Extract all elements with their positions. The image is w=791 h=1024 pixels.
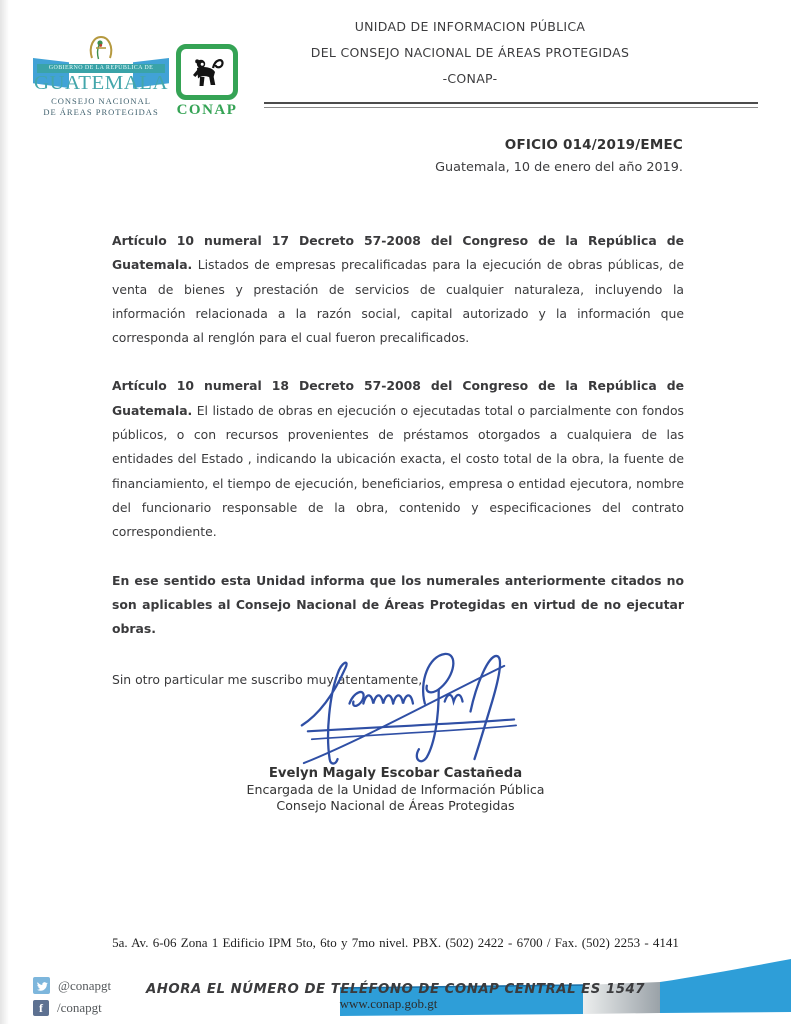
- signer-title: Encargada de la Unidad de Información Pública: [246, 782, 545, 797]
- paragraph-article-18-lead: Artículo 10 numeral 18 Decreto 57-2008 del Congreso de la República de Guatemala.: [112, 378, 684, 418]
- guatemala-subtitle-line2: DE ÁREAS PROTEGIDAS: [43, 107, 159, 117]
- signer-block: [0, 766, 791, 814]
- twitter-handle: @conapgt: [58, 977, 112, 993]
- handwritten-signature: [292, 648, 524, 772]
- facebook-handle: /conapgt: [57, 1000, 102, 1015]
- conap-monkey-icon: [187, 55, 227, 89]
- letterhead-line2: DEL CONSEJO NACIONAL DE ÁREAS PROTEGIDAS: [310, 45, 630, 60]
- conap-logo: [172, 44, 242, 124]
- paragraph-article-18-text: El listado de obras en ejecución o ejecutadas total o parcialmente con fondos públicos, o con recursos provenientes de préstamos otorgados a cualquiera de las entidades del Estado , indicando la ubicación exacta, el costo total de la obra, la fuente de financiamiento, el tiempo de ejecución, beneficiarios, empresa o entidad ejecutora, nombre del funcionario responsable de la obra, contenido y especificaciones del contrato correspondiente.: [112, 402, 684, 540]
- letter-date: Guatemala, 10 de enero del año 2019.: [435, 160, 683, 175]
- conap-wordmark: CONAP: [176, 102, 238, 118]
- guatemala-subtitle: [34, 96, 168, 118]
- paragraph-article-17-lead: Artículo 10 numeral 17 Decreto 57-2008 del Congreso de la República de Guatemala.: [112, 233, 684, 273]
- letterhead-line1: UNIDAD DE INFORMACION PÚBLICA: [354, 19, 586, 34]
- oficio-number: OFICIO 014/2019/EMEC: [504, 137, 683, 153]
- paragraph-article-18: [112, 374, 684, 544]
- phone-banner-text: AHORA EL NÚMERO DE TELÉFONO DE CONAP CENTRAL ES 1547: [146, 982, 645, 997]
- signer-name: Evelyn Magaly Escobar Castañeda: [268, 766, 523, 781]
- guatemala-logo: [34, 36, 168, 122]
- guatemala-wordmark: GUATEMALA: [33, 72, 169, 94]
- paragraph-article-17: [112, 229, 684, 350]
- emphasis-paragraph: En ese sentido esta Unidad informa que los numerales anteriormente citados no son aplicables al Consejo Nacional de Áreas Protegidas en virtud de no ejecutar obras.: [112, 572, 684, 637]
- scan-edge-shadow: [0, 0, 9, 1024]
- letterhead: [240, 20, 700, 98]
- letter-body: [112, 229, 684, 693]
- signer-organization: Consejo Nacional de Áreas Protegidas: [276, 798, 515, 813]
- quetzal-emblem-icon: [84, 34, 118, 64]
- government-banner: GOBIERNO DE LA REPÚBLICA DE: [37, 64, 165, 73]
- website-url: www.conap.gob.gt: [339, 996, 438, 1011]
- closing-line: Sin otro particular me suscribo muy atentamente,: [112, 672, 423, 688]
- header-divider-rule: [264, 102, 758, 108]
- letterhead-line3: -CONAP-: [442, 71, 498, 86]
- reference-block: [435, 137, 683, 175]
- conap-logo-frame: [176, 44, 238, 100]
- footer-address: 5a. Av. 6-06 Zona 1 Edificio IPM 5to, 6to y 7mo nivel. PBX. (502) 2422 - 6700 / Fax. (502) 2253 - 4141: [112, 935, 679, 950]
- paragraph-article-17-text: Listados de empresas precalificadas para la ejecución de obras públicas, de venta de bienes y prestación de servicios de cualquier naturaleza, incluyendo la información relacionada a la razón social, capital autorizado y la información que corresponda al renglón para el cual fueron precalificados.: [112, 257, 684, 346]
- facebook-icon: f: [33, 1000, 49, 1016]
- guatemala-subtitle-line1: CONSEJO NACIONAL: [51, 96, 151, 106]
